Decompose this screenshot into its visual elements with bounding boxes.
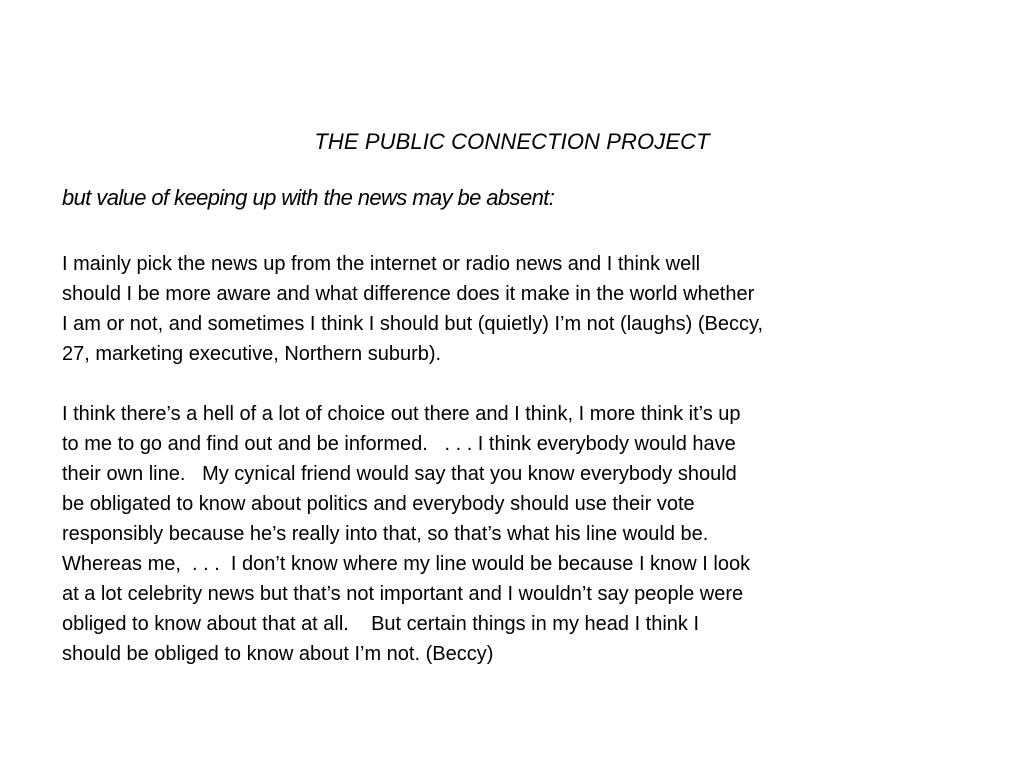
quote-line: Whereas me, . . . I don’t know where my line would be because I know I look (62, 553, 751, 575)
quote-line: at a lot celebrity news but that’s not important and I wouldn’t say people were (62, 583, 744, 605)
quote-paragraph-1 (62, 249, 922, 369)
quote-line: I mainly pick the news up from the internet or radio news and I think well (62, 253, 701, 275)
slide-subtitle: but value of keeping up with the news may be absent: (62, 185, 555, 210)
quote-line: I think there’s a hell of a lot of choice out there and I think, I more think it’s up (62, 403, 741, 425)
quote-line: their own line. My cynical friend would say that you know everybody should (62, 463, 737, 485)
quote-line: 27, marketing executive, Northern suburb). (62, 343, 442, 365)
quote-paragraph-2 (62, 399, 922, 669)
slide-title: THE PUBLIC CONNECTION PROJECT (314, 129, 710, 154)
quote-line: should be obliged to know about I’m not. (Beccy) (62, 643, 494, 665)
quote-line: responsibly because he’s really into that, so that’s what his line would be. (62, 523, 709, 545)
quote-line: to me to go and find out and be informed. . . . I think everybody would have (62, 433, 736, 455)
quote-line: be obligated to know about politics and everybody should use their vote (62, 493, 695, 515)
quote-line: I am or not, and sometimes I think I should but (quietly) I’m not (laughs) (Beccy, (62, 313, 764, 335)
quote-line: obliged to know about that at all. But certain things in my head I think I (62, 613, 700, 635)
quote-line: should I be more aware and what difference does it make in the world whether (62, 283, 755, 305)
